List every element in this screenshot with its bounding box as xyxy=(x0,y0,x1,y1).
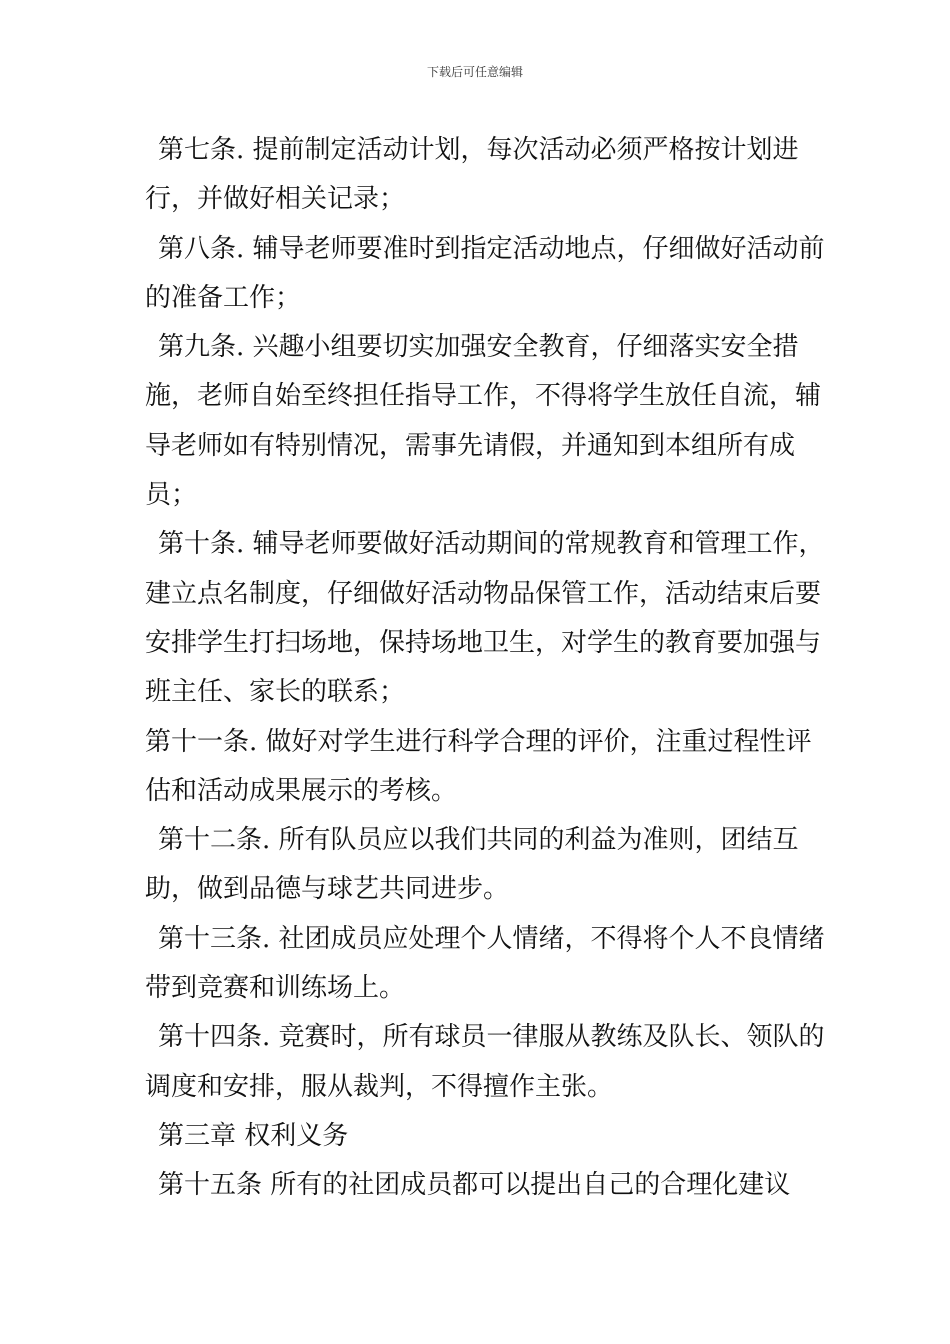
article-9: 第九条. 兴趣小组要切实加强安全教育，仔细落实安全措施，老师自始至终担任指导工作，不得将学生放任自流，辅导老师如有特别情况，需事先请假，并通知到本组所有成员； xyxy=(145,332,822,511)
article-15: 第十五条 所有的社团成员都可以提出自己的合理化建议 xyxy=(158,1170,791,1201)
page-header: 下载后可任意编辑 xyxy=(426,65,523,79)
article-8: 第八条. 辅导老师要准时到指定活动地点，仔细做好活动前的准备工作； xyxy=(145,233,825,313)
article-14: 第十四条. 竞赛时，所有球员一律服从教练及队长、领队的调度和安排，服从裁判，不得擅作主张。 xyxy=(145,1022,825,1102)
article-10: 第十条. 辅导老师要做好活动期间的常规教育和管理工作，建立点名制度，仔细做好活动物品保管工作，活动结束后要安排学生打扫场地，保持场地卫生，对学生的教育要加强与班主任、家长的联系； xyxy=(145,529,825,708)
article-11: 第十一条. 做好对学生进行科学合理的评价，注重过程性评估和活动成果展示的考核。 xyxy=(145,726,812,806)
chapter-3-heading: 第三章 权利义务 xyxy=(158,1120,349,1151)
article-12: 第十二条. 所有队员应以我们共同的利益为准则，团结互助，做到品德与球艺共同进步。 xyxy=(145,825,799,905)
document-body xyxy=(145,126,825,1211)
article-13: 第十三条. 社团成员应处理个人情绪，不得将个人不良情绪带到竞赛和训练场上。 xyxy=(145,923,825,1004)
article-7: 第七条. 提前制定活动计划，每次活动必须严格按计划进行，并做好相关记录； xyxy=(145,135,799,215)
